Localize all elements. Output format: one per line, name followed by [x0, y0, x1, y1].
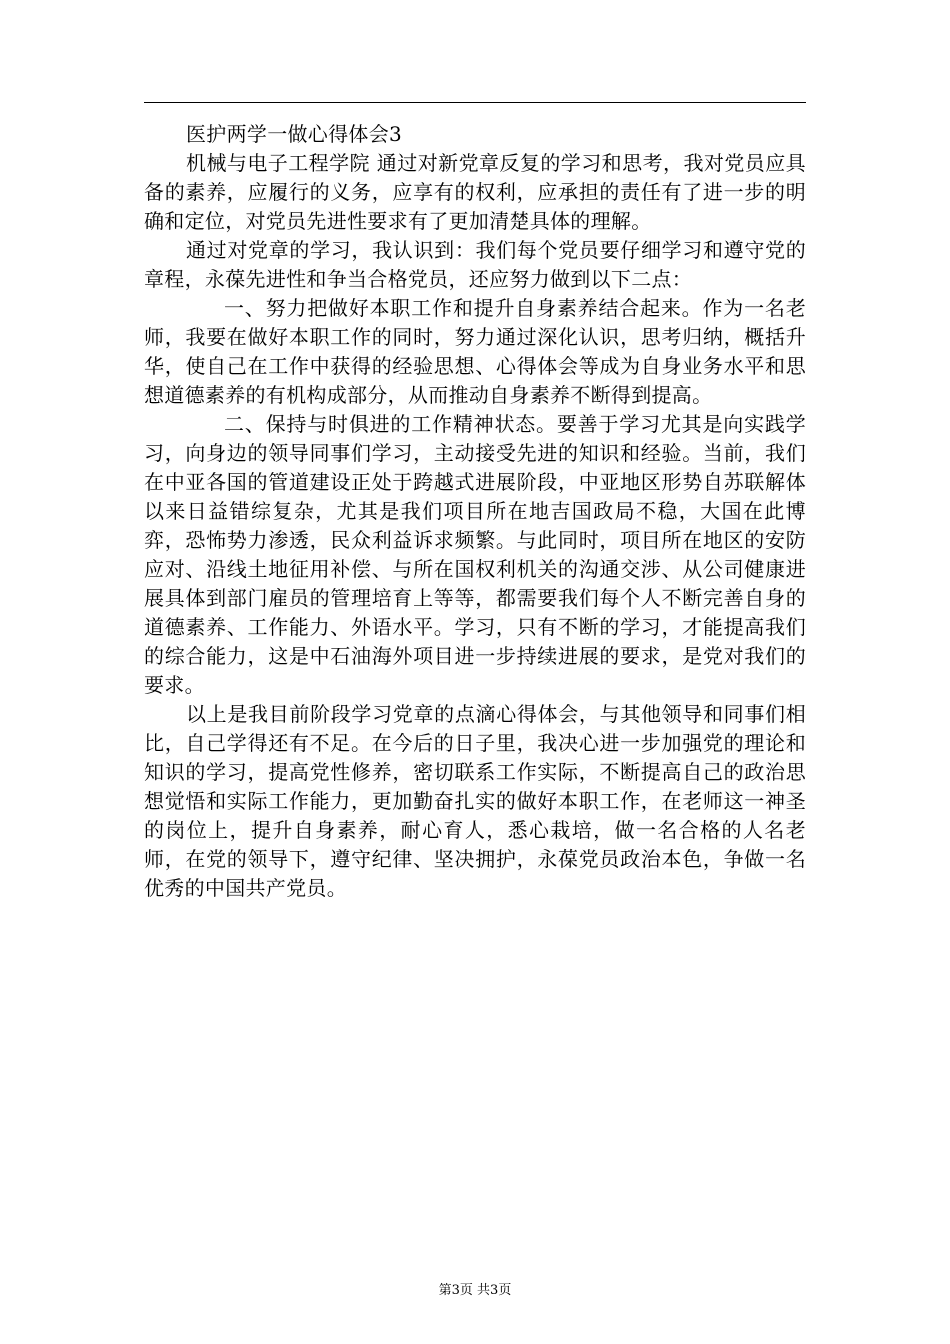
document-title: 医护两学一做心得体会3: [186, 122, 403, 146]
paragraph-understanding: 通过对党章的学习，我认识到：我们每个党员要仔细学习和遵守党的章程，永葆先进性和争当合格党员，还应努力做到以下二点：: [144, 238, 806, 291]
paragraph-point-two: 二、保持与时俱进的工作精神状态。要善于学习尤其是向实践学习，向身边的领导同事们学习，主动接受先进的知识和经验。当前，我们在中亚各国的管道建设正处于跨越式进展阶段，中亚地区形势自苏联解体以来日益错综复杂，尤其是我们项目所在地吉国政局不稳，大国在此博弈，恐怖势力渗透，民众利益诉求频繁。与此同时，项目所在地区的安防应对、沿线土地征用补偿、与所在国权利机关的沟通交涉、从公司健康进展具体到部门雇员的管理培育上等等，都需要我们每个人不断完善自身的道德素养、工作能力、外语水平。学习，只有不断的学习，才能提高我们的综合能力，这是中石油海外项目进一步持续进展的要求，是党对我们的要求。: [144, 412, 806, 697]
paragraph-conclusion: 以上是我目前阶段学习党章的点滴心得体会，与其他领导和同事们相比，自己学得还有不足。在今后的日子里，我决心进一步加强党的理论和知识的学习，提高党性修养，密切联系工作实际，不断提高自己的政治思想觉悟和实际工作能力，更加勤奋扎实的做好本职工作，在老师这一神圣的岗位上，提升自身素养，耐心育人，悉心栽培，做一名合格的人名老师，在党的领导下，遵守纪律、坚决拥护，永葆党员政治本色，争做一名优秀的中国共产党员。: [144, 702, 806, 900]
header-divider: [144, 102, 806, 103]
paragraph-intro: 机械与电子工程学院 通过对新党章反复的学习和思考，我对党员应具备的素养，应履行的义务，应享有的权利，应承担的责任有了进一步的明确和定位，对党员先进性要求有了更加清楚具体的理解。: [144, 151, 806, 233]
paragraph-point-one: 一、努力把做好本职工作和提升自身素养结合起来。作为一名老师，我要在做好本职工作的同时，努力通过深化认识，思考归纳，概括升华，使自己在工作中获得的经验思想、心得体会等成为自身业务水平和思想道德素养的有机构成部分，从而推动自身素养不断得到提高。: [144, 296, 806, 407]
page-number: 第3页 共3页: [438, 1283, 512, 1298]
document-body: [144, 120, 806, 903]
